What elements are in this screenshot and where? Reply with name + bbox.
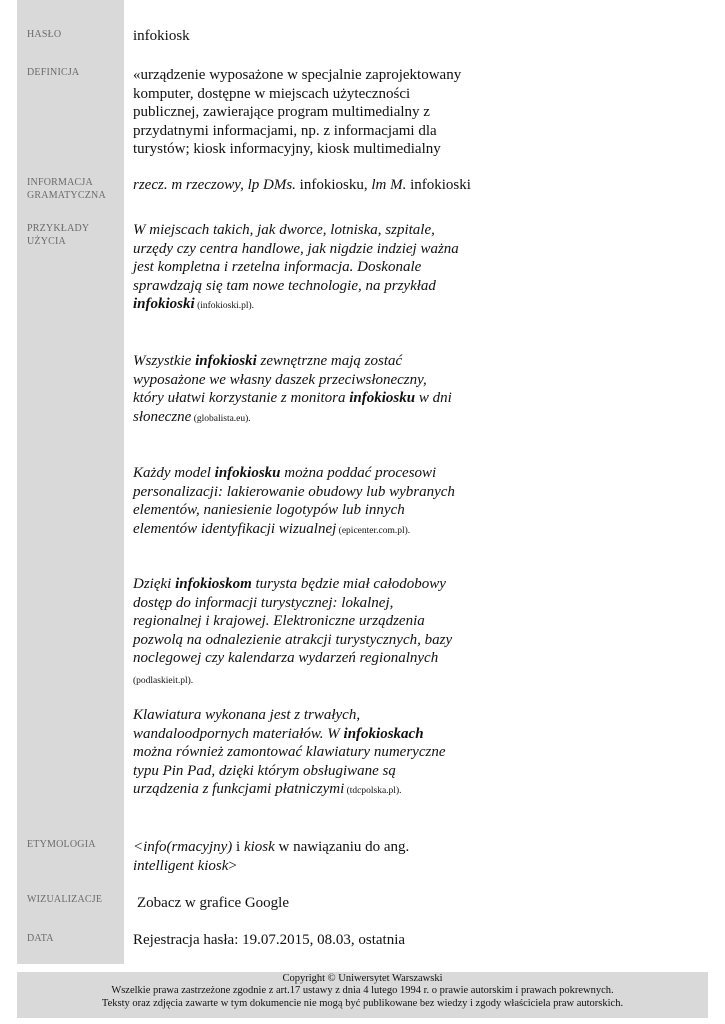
grammar-form-plural: infokioski — [406, 177, 471, 193]
registration-date: Rejestracja hasła: 19.07.2015, 08.03, ostatnia — [133, 932, 406, 948]
example-source: (epicenter.com.pl). — [336, 525, 411, 536]
example-source: (podlaskieit.pl). — [133, 675, 194, 686]
footer-permission-line: Teksty oraz zdjęcia zawarte w tym dokumencie nie mogą być publikowane bez wiedzy i zgody właściciela praw autorskich. — [101, 997, 624, 1009]
definition-text: «urządzenie wyposażone w specjalnie zaprojektowany komputer, dostępne w miejscach użyteczności publicznej, zawierające program multimedialny z przydatnymi informacjami, np. z informacjami dla turystów; kiosk informacyjny, kiosk multimedialny — [133, 67, 462, 157]
example-text: turysta będzie miał całodobowy dostęp do informacji turystycznej: lokalnej, regionalnej i krajowej. Elektroniczne urządzenia pozwolą na odnalezienie atrakcji turystycznych, bazy noclegowej czy kalendarza wydarzeń regionalnych — [133, 576, 453, 666]
label-line: UŻYCIA — [27, 236, 66, 247]
grammar-form-singular: infokiosku, — [295, 177, 372, 193]
label-line: PRZYKŁADY — [27, 223, 90, 234]
example-text: można również zamontować klawiatury numeryczne typu Pin Pad, dzięki którym obsługiwane są urządzenia z funkcjami płatniczymi — [133, 744, 446, 797]
etymology-part: i — [232, 839, 244, 855]
example-source: (globalista.eu). — [191, 413, 251, 424]
label-etymologia: ETYMOLOGIA — [27, 839, 96, 850]
grammar-info — [133, 176, 493, 195]
example-text: w dni słoneczne — [133, 390, 452, 425]
label-przyklady-uzycia — [27, 222, 122, 248]
etymology-part: kiosk — [243, 839, 275, 855]
label-wizualizacje: WIZUALIZACJE — [27, 894, 103, 905]
example-text: zewnętrzne mają zostać wyposażone we własny daszek przeciwsłoneczny, który ułatwi korzystanie z monitora — [133, 353, 427, 406]
example-source: (tdcpolska.pl). — [344, 786, 402, 796]
example-text: Każdy model — [133, 465, 215, 481]
etymology-part: <info(rmacyjny) — [133, 839, 233, 855]
footer-rights-line: Wszelkie prawa zastrzeżone zgodnie z art.17 ustawy z dnia 4 lutego 1994 r. o prawie autorskim i prawach pokrewnych. — [111, 985, 614, 997]
example-text: można poddać procesowi personalizacji: lakierowanie obudowy lub wybranych elementów, naniesienie logotypów lub innych elementów identyfikacji wizualnej — [133, 465, 455, 537]
example-2 — [133, 352, 460, 428]
label-definicja: DEFINICJA — [27, 67, 80, 78]
copyright-footer — [17, 972, 708, 1018]
headword: infokiosk — [133, 28, 190, 44]
grammar-pos: rzecz. m rzeczowy, lp DMs. — [133, 177, 296, 193]
footer-copyright-line: Copyright © Uniwersytet Warszawski — [282, 973, 443, 984]
etymology-part: > — [228, 857, 237, 874]
example-5 — [133, 706, 453, 801]
label-data: DATA — [27, 933, 54, 944]
label-line: GRAMATYCZNA — [27, 190, 106, 201]
example-headword: infokiosku — [349, 390, 416, 406]
etymology-text — [133, 838, 468, 875]
example-1 — [133, 221, 460, 316]
example-headword: infokioski — [195, 353, 257, 369]
label-informacja-gramatyczna — [27, 176, 122, 202]
example-text: Klawiatura wykonana jest z trwałych, wandaloodpornych materiałów. W — [133, 707, 361, 742]
example-headword: infokioskach — [343, 725, 424, 742]
example-headword: infokioskom — [175, 576, 252, 592]
example-text: Dzięki — [133, 576, 176, 592]
label-line: INFORMACJA — [27, 177, 93, 188]
example-headword: infokiosku — [214, 465, 281, 481]
example-headword: infokioski — [133, 296, 195, 312]
example-text: W miejscach takich, jak dworce, lotniska, szpitale, urzędy czy centra handlowe, jak nigdzie indziej ważna jest kompletna i rzetelna informacja. Doskonale sprawdzają się tam nowe technologie, na przykład — [133, 222, 459, 294]
etymology-part: w nawiązaniu do ang. — [274, 839, 410, 855]
grammar-plural-label: lm M. — [371, 177, 407, 193]
google-images-link[interactable]: Zobacz w grafice Google — [137, 895, 290, 911]
etymology-part: intelligent kiosk — [133, 857, 229, 874]
label-haslo: HASŁO — [27, 29, 62, 40]
example-4 — [133, 575, 463, 690]
example-3 — [133, 464, 460, 540]
label-column-background — [17, 0, 124, 964]
example-source: (infokioski.pl). — [194, 301, 255, 311]
example-text: Wszystkie — [133, 353, 196, 369]
